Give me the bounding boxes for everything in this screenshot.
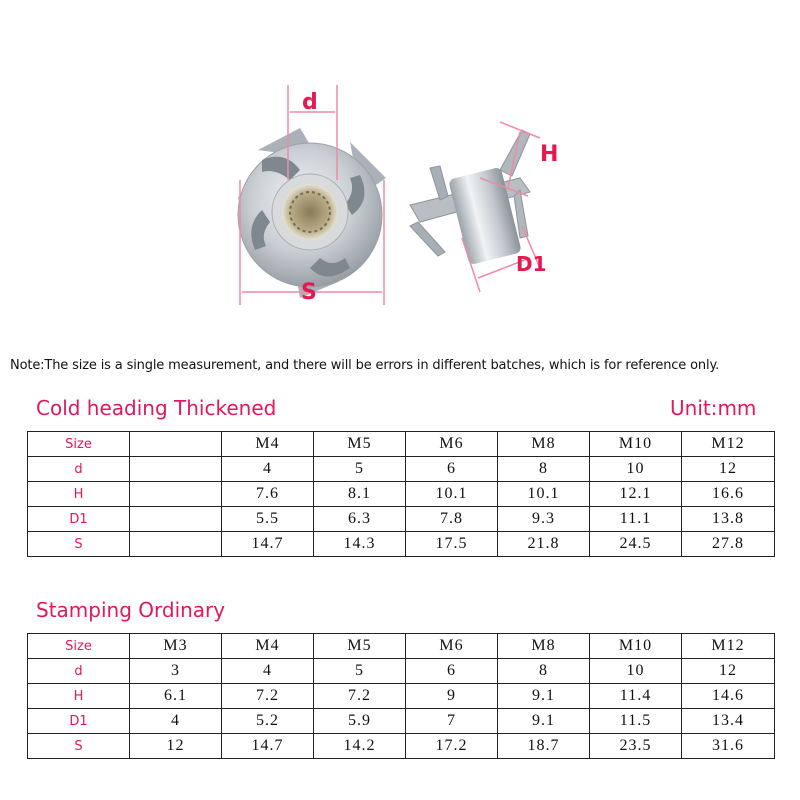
size-cell: M8 — [498, 634, 590, 659]
size-cell: M5 — [314, 432, 406, 457]
value-cell: 5.5 — [222, 507, 314, 532]
table-row — [28, 709, 775, 734]
value-cell: 14.7 — [222, 734, 314, 759]
table-row — [28, 457, 775, 482]
value-cell: 14.3 — [314, 532, 406, 557]
value-cell: 12 — [682, 659, 775, 684]
value-cell: 13.4 — [682, 709, 775, 734]
table-row — [28, 634, 775, 659]
row-label: H — [28, 482, 130, 507]
value-cell: 12.1 — [590, 482, 682, 507]
row-label: Size — [28, 432, 130, 457]
dimension-d1-label: D1 — [516, 252, 547, 276]
value-cell: 10 — [590, 457, 682, 482]
value-cell: 5.2 — [222, 709, 314, 734]
reference-note: Note:The size is a single measurement, and there will be errors in different batches, which is for reference only. — [10, 358, 720, 373]
dimension-s-label: S — [301, 280, 317, 305]
value-cell: 18.7 — [498, 734, 590, 759]
table-row — [28, 532, 775, 557]
value-cell: 14.2 — [314, 734, 406, 759]
value-cell: 4 — [222, 659, 314, 684]
value-cell — [130, 457, 222, 482]
tee-nut-side-view — [410, 130, 530, 265]
size-cell — [130, 432, 222, 457]
value-cell: 8.1 — [314, 482, 406, 507]
value-cell: 11.1 — [590, 507, 682, 532]
table-row — [28, 507, 775, 532]
size-cell: M6 — [406, 634, 498, 659]
dimension-d-label: d — [302, 90, 318, 115]
row-label: d — [28, 659, 130, 684]
value-cell: 17.2 — [406, 734, 498, 759]
size-cell: M4 — [222, 432, 314, 457]
size-cell: M8 — [498, 432, 590, 457]
dimension-h-label: H — [540, 142, 559, 167]
row-label: d — [28, 457, 130, 482]
value-cell: 6 — [406, 457, 498, 482]
value-cell: 5 — [314, 457, 406, 482]
size-cell: M12 — [682, 432, 775, 457]
size-cell: M6 — [406, 432, 498, 457]
size-cell: M3 — [130, 634, 222, 659]
value-cell: 8 — [498, 659, 590, 684]
value-cell: 12 — [682, 457, 775, 482]
table1-title: Cold heading Thickened — [36, 396, 277, 420]
value-cell: 12 — [130, 734, 222, 759]
value-cell: 27.8 — [682, 532, 775, 557]
value-cell: 9 — [406, 684, 498, 709]
row-label: S — [28, 734, 130, 759]
size-cell: M10 — [590, 634, 682, 659]
size-cell: M5 — [314, 634, 406, 659]
value-cell: 24.5 — [590, 532, 682, 557]
value-cell: 11.4 — [590, 684, 682, 709]
table-row — [28, 482, 775, 507]
value-cell: 31.6 — [682, 734, 775, 759]
value-cell: 13.8 — [682, 507, 775, 532]
value-cell: 4 — [130, 709, 222, 734]
value-cell: 9.3 — [498, 507, 590, 532]
row-label: H — [28, 684, 130, 709]
row-label: S — [28, 532, 130, 557]
row-label: Size — [28, 634, 130, 659]
value-cell: 7.6 — [222, 482, 314, 507]
size-cell: M12 — [682, 634, 775, 659]
value-cell: 11.5 — [590, 709, 682, 734]
value-cell — [130, 532, 222, 557]
value-cell: 4 — [222, 457, 314, 482]
value-cell: 6.3 — [314, 507, 406, 532]
row-label: D1 — [28, 507, 130, 532]
value-cell: 9.1 — [498, 684, 590, 709]
unit-label: Unit:mm — [670, 396, 757, 420]
value-cell: 14.7 — [222, 532, 314, 557]
value-cell: 6 — [406, 659, 498, 684]
value-cell: 8 — [498, 457, 590, 482]
value-cell: 16.6 — [682, 482, 775, 507]
table-row — [28, 684, 775, 709]
table-row — [28, 432, 775, 457]
value-cell: 5 — [314, 659, 406, 684]
size-cell: M4 — [222, 634, 314, 659]
value-cell — [130, 507, 222, 532]
value-cell: 17.5 — [406, 532, 498, 557]
stamping-table — [27, 633, 775, 759]
table-row — [28, 659, 775, 684]
value-cell: 7 — [406, 709, 498, 734]
value-cell: 3 — [130, 659, 222, 684]
value-cell: 9.1 — [498, 709, 590, 734]
value-cell: 14.6 — [682, 684, 775, 709]
value-cell: 23.5 — [590, 734, 682, 759]
row-label: D1 — [28, 709, 130, 734]
product-figure — [0, 0, 800, 340]
tee-nut-top-view — [238, 128, 386, 298]
value-cell: 10 — [590, 659, 682, 684]
value-cell: 7.8 — [406, 507, 498, 532]
value-cell: 21.8 — [498, 532, 590, 557]
value-cell: 5.9 — [314, 709, 406, 734]
value-cell: 10.1 — [498, 482, 590, 507]
table-row — [28, 734, 775, 759]
value-cell: 7.2 — [222, 684, 314, 709]
table2-title: Stamping Ordinary — [36, 598, 226, 622]
cold-heading-table — [27, 431, 775, 557]
value-cell: 10.1 — [406, 482, 498, 507]
value-cell — [130, 482, 222, 507]
value-cell: 7.2 — [314, 684, 406, 709]
value-cell: 6.1 — [130, 684, 222, 709]
size-cell: M10 — [590, 432, 682, 457]
